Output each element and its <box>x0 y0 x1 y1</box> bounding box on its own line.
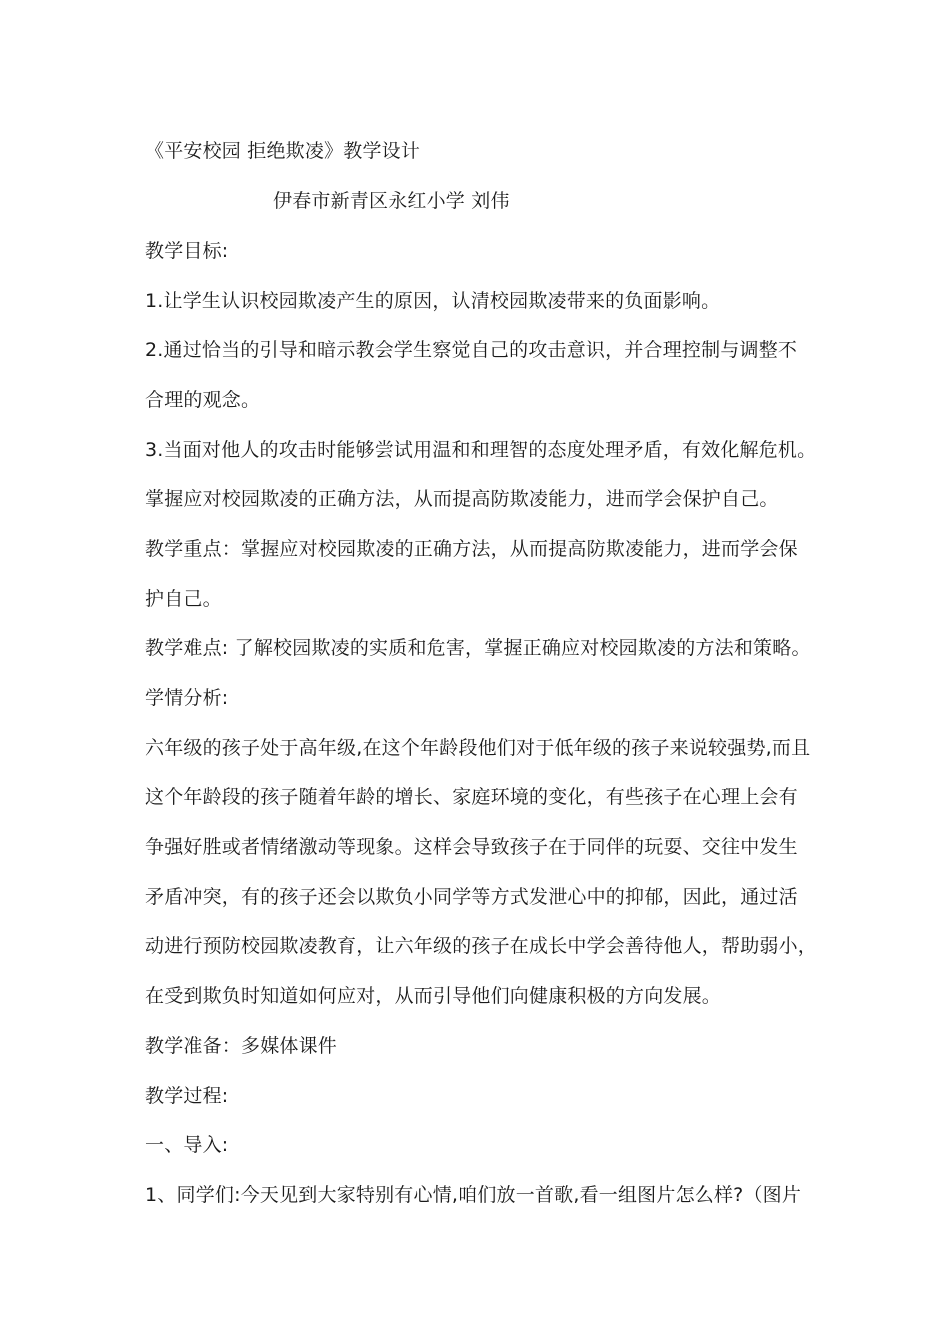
paragraph-line: 六年级的孩子处于高年级,在这个年龄段他们对于低年级的孩子来说较强势,而且 <box>145 737 811 759</box>
section-heading-analysis: 学情分析: <box>145 687 229 709</box>
paragraph-line: 2.通过恰当的引导和暗示教会学生察觉自己的攻击意识，并合理控制与调整不 <box>145 339 798 361</box>
section-heading-preparation: 教学准备：多媒体课件 <box>145 1035 338 1057</box>
document-author: 伊春市新青区永红小学 刘伟 <box>273 190 510 212</box>
section-heading-difficulties: 教学难点: 了解校园欺凌的实质和危害，掌握正确应对校园欺凌的方法和策略。 <box>145 637 811 659</box>
document-title: 《平安校园 拒绝欺凌》教学设计 <box>145 140 421 162</box>
paragraph-line: 1、同学们:今天见到大家特别有心情,咱们放一首歌,看一组图片怎么样?（图片 <box>145 1184 802 1206</box>
paragraph-line: 矛盾冲突，有的孩子还会以欺负小同学等方式发泄心中的抑郁，因此，通过活 <box>145 886 798 908</box>
paragraph-line: 3.当面对他人的攻击时能够尝试用温和和理智的态度处理矛盾，有效化解危机。 <box>145 439 817 461</box>
section-heading-objectives: 教学目标: <box>145 240 229 262</box>
section-heading-process: 教学过程: <box>145 1085 229 1107</box>
subsection-heading-intro: 一、导入: <box>145 1134 229 1156</box>
paragraph-line: 1.让学生认识校园欺凌产生的原因，认清校园欺凌带来的负面影响。 <box>145 290 721 312</box>
paragraph-line: 合理的观念。 <box>145 389 261 411</box>
paragraph-line: 在受到欺负时知道如何应对，从而引导他们向健康积极的方向发展。 <box>145 985 722 1007</box>
paragraph-line: 动进行预防校园欺凌教育，让六年级的孩子在成长中学会善待他人，帮助弱小， <box>145 935 818 957</box>
paragraph-line: 这个年龄段的孩子随着年龄的增长、家庭环境的变化，有些孩子在心理上会有 <box>145 786 798 808</box>
paragraph-line: 护自己。 <box>145 588 222 610</box>
paragraph-line: 掌握应对校园欺凌的正确方法，从而提高防欺凌能力，进而学会保护自己。 <box>145 488 779 510</box>
paragraph-line: 争强好胜或者情绪激动等现象。这样会导致孩子在于同伴的玩耍、交往中发生 <box>145 836 798 858</box>
section-heading-key-points: 教学重点：掌握应对校园欺凌的正确方法，从而提高防欺凌能力，进而学会保 <box>145 538 798 560</box>
